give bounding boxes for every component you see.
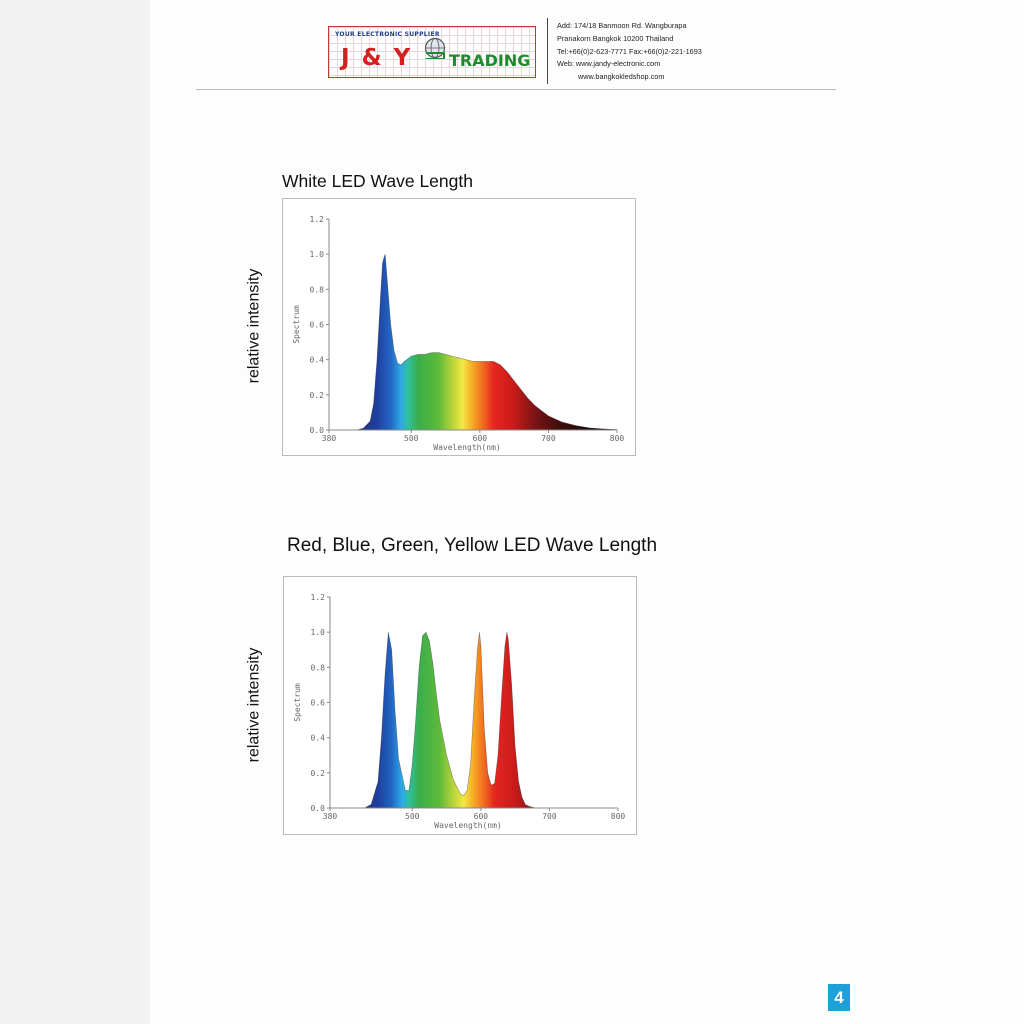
y-tick-label: 0.8 bbox=[310, 663, 325, 673]
y-tick-label: 0.0 bbox=[310, 804, 325, 813]
y-tick-label: 0.6 bbox=[310, 698, 325, 708]
rgby-led-title: Red, Blue, Green, Yellow LED Wave Length bbox=[287, 535, 658, 556]
spectrum-area bbox=[329, 254, 617, 430]
y-tick-label: 0.2 bbox=[310, 768, 325, 778]
spectrum-area bbox=[330, 632, 618, 808]
logo-brand-right: TRADING bbox=[449, 51, 531, 70]
white-led-side-label: relative intensity bbox=[245, 268, 263, 384]
x-tick-label: 700 bbox=[541, 434, 556, 443]
x-tick-label: 380 bbox=[321, 434, 337, 443]
x-tick-label: 380 bbox=[322, 812, 338, 821]
header-divider bbox=[547, 18, 548, 84]
globe-icon bbox=[424, 37, 446, 59]
y-axis-label: Spectrum bbox=[292, 305, 301, 344]
contact-phone: Tel:+66(0)2-623-7771 Fax:+66(0)2-221-1693 bbox=[557, 46, 702, 56]
white-led-chart-svg bbox=[283, 199, 635, 455]
header-rule bbox=[196, 89, 836, 90]
y-tick-label: 1.2 bbox=[309, 215, 324, 224]
contact-web-2: www.bangkokledshop.com bbox=[578, 72, 665, 82]
y-tick-label: 0.6 bbox=[309, 320, 324, 330]
y-tick-label: 1.2 bbox=[310, 593, 325, 602]
y-tick-label: 0.8 bbox=[309, 285, 324, 295]
rgby-led-chart-svg bbox=[284, 577, 636, 834]
x-tick-label: 500 bbox=[405, 812, 420, 821]
y-axis-label: Spectrum bbox=[293, 683, 302, 722]
x-tick-label: 800 bbox=[609, 434, 625, 443]
y-tick-label: 0.4 bbox=[309, 355, 324, 365]
contact-address: Add: 174/18 Banmoon Rd. Wangburapa bbox=[557, 21, 687, 30]
white-led-chart bbox=[282, 198, 636, 456]
x-tick-label: 600 bbox=[473, 812, 489, 821]
x-tick-label: 600 bbox=[472, 434, 488, 443]
y-tick-label: 1.0 bbox=[309, 250, 324, 260]
x-axis-label: Wavelength(nm) bbox=[434, 821, 502, 830]
x-tick-label: 700 bbox=[542, 812, 557, 821]
y-tick-label: 1.0 bbox=[310, 628, 325, 638]
company-logo bbox=[328, 26, 536, 78]
contact-city: Pranakorn Bangkok 10200 Thailand bbox=[557, 33, 674, 43]
y-tick-label: 0.0 bbox=[309, 426, 324, 435]
contact-block bbox=[557, 20, 702, 84]
y-tick-label: 0.4 bbox=[310, 733, 325, 743]
page-number: 4 bbox=[828, 984, 850, 1011]
logo-tagline: YOUR ELECTRONIC SUPPLIER bbox=[335, 31, 440, 38]
logo-brand-left: J & Y bbox=[341, 45, 413, 71]
x-axis-label: Wavelength(nm) bbox=[433, 443, 501, 452]
contact-web: Web: www.jandy-electronic.com bbox=[557, 59, 661, 69]
x-tick-label: 500 bbox=[404, 434, 419, 443]
rgby-led-side-label: relative intensity bbox=[245, 647, 263, 763]
y-tick-label: 0.2 bbox=[309, 390, 324, 400]
rgby-led-chart bbox=[283, 576, 637, 835]
white-led-title: White LED Wave Length bbox=[282, 171, 473, 191]
document-page bbox=[150, 0, 1024, 1024]
x-tick-label: 800 bbox=[610, 812, 626, 821]
